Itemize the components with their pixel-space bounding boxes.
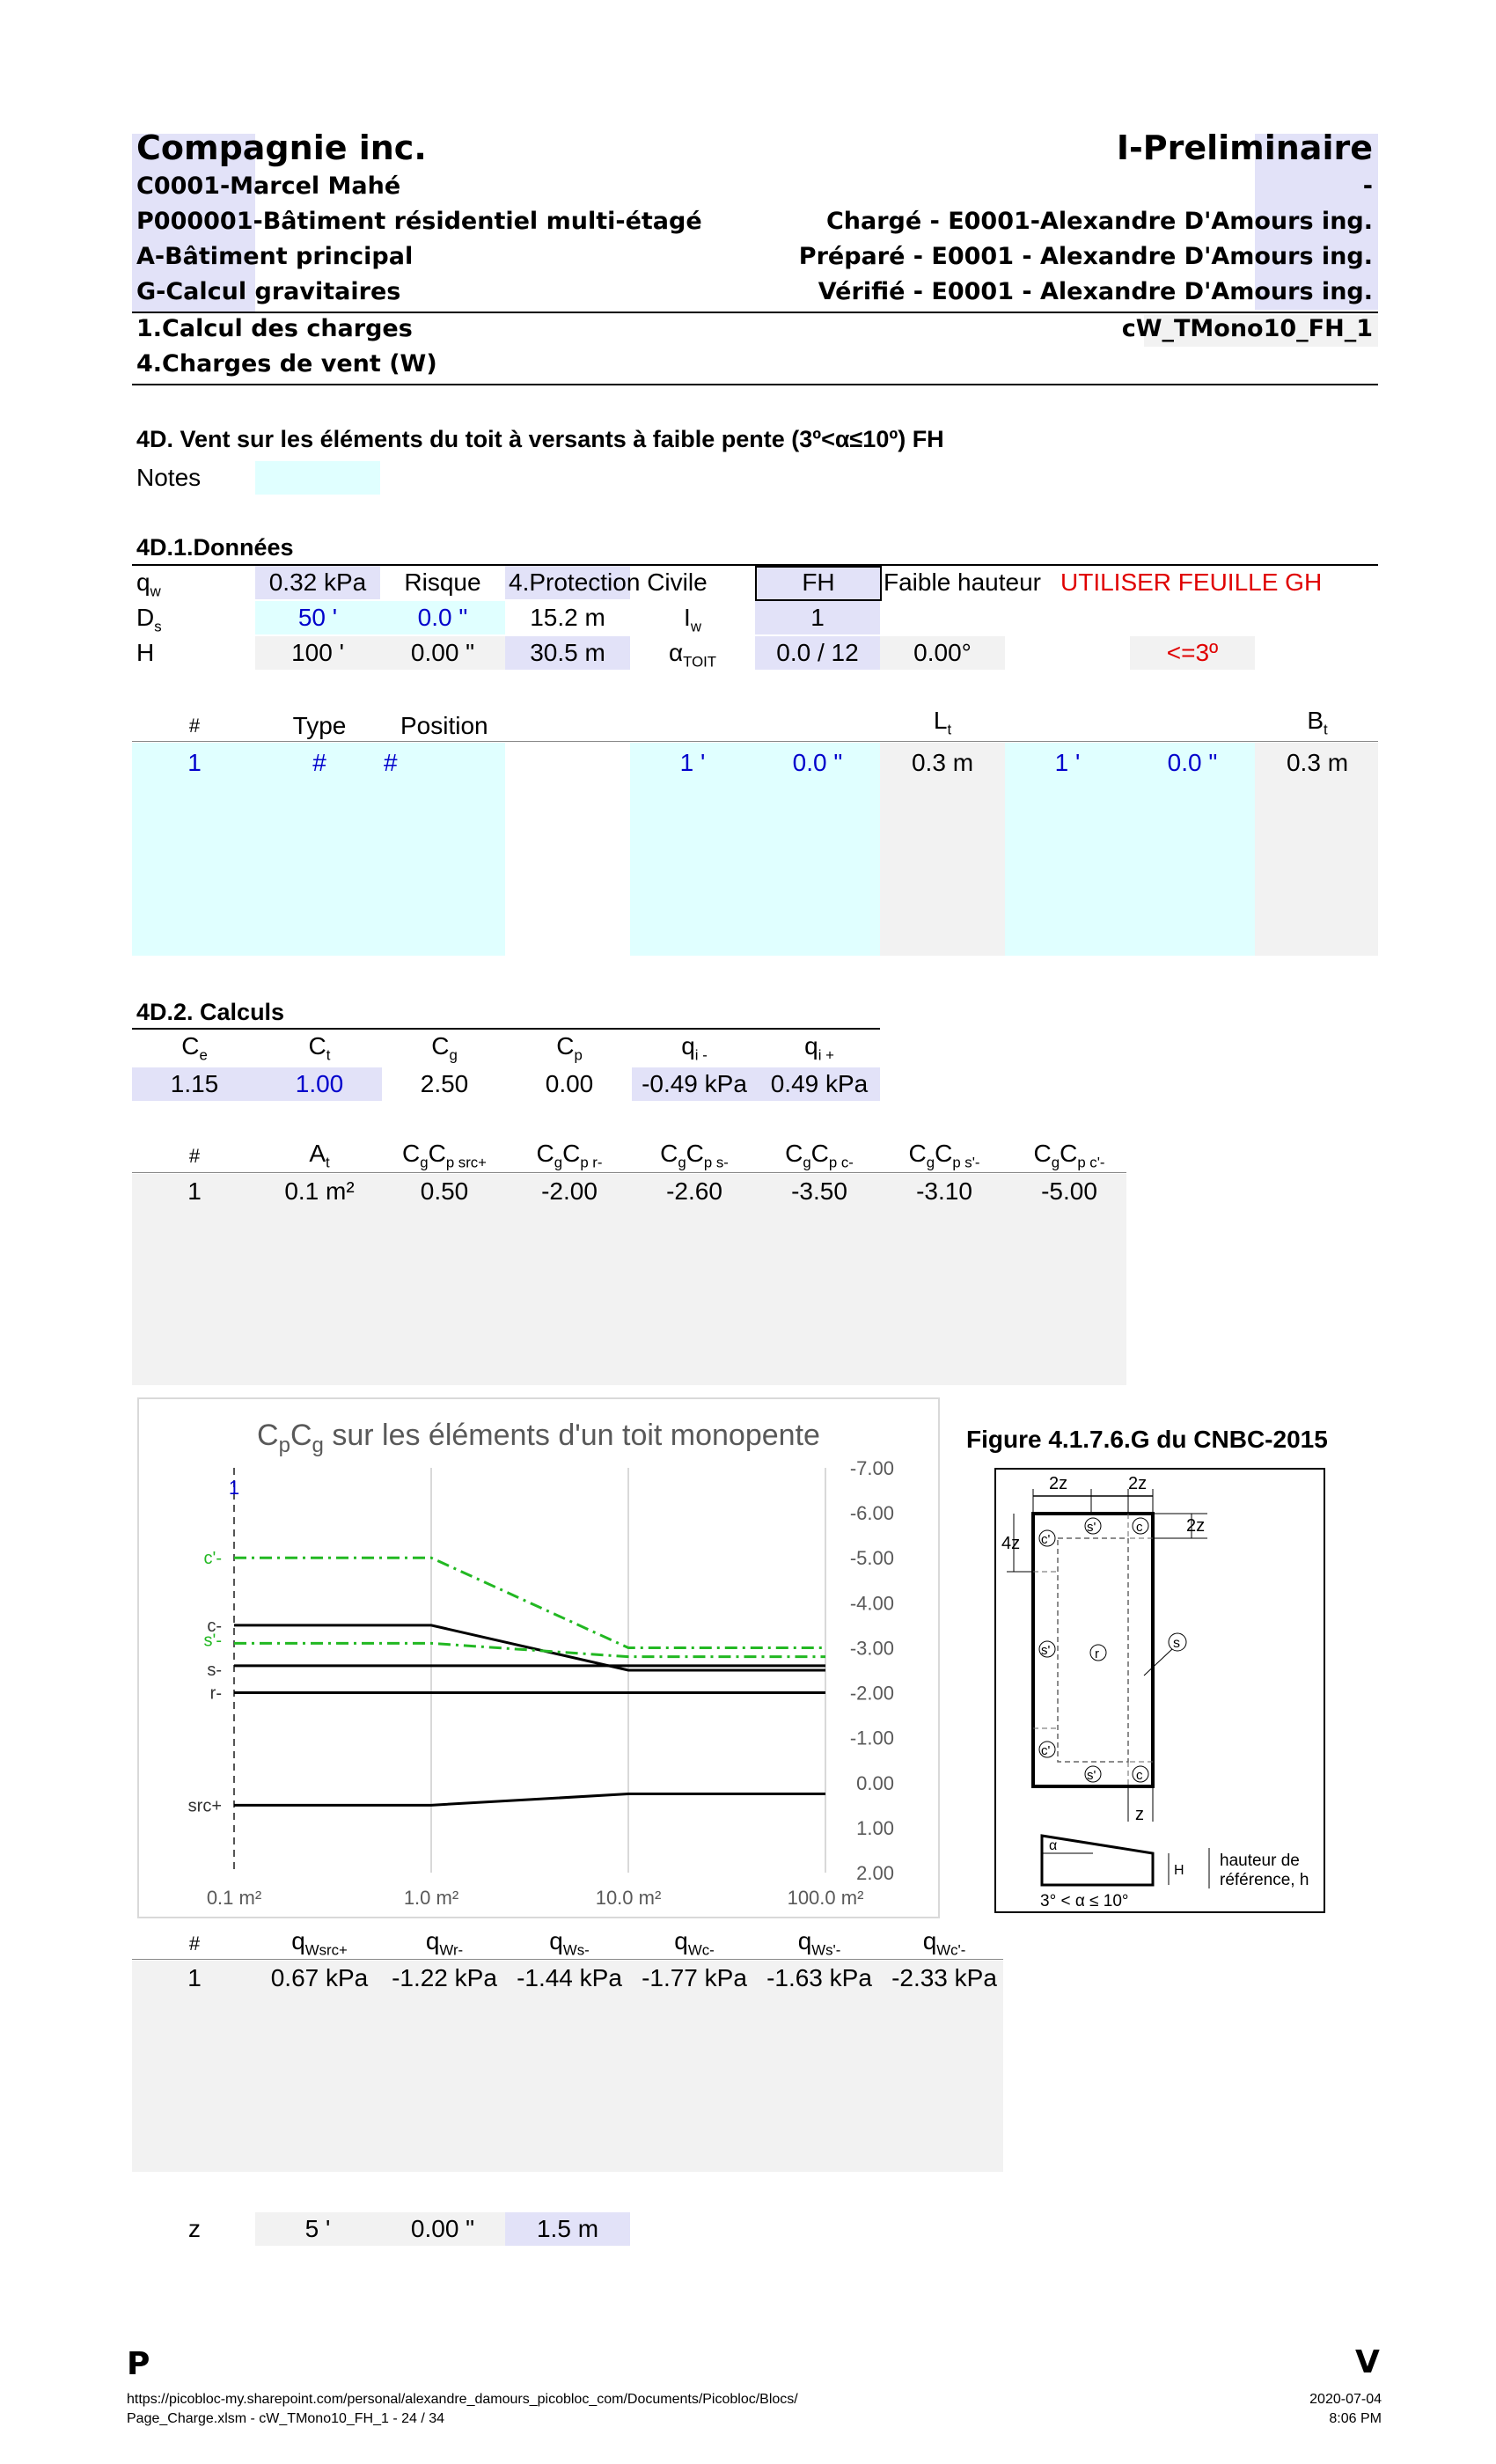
pressure-cell-c: -1.77 kPa: [642, 1964, 747, 1991]
ce-value: 1.15: [170, 1070, 219, 1097]
element-type[interactable]: #: [312, 749, 326, 776]
elements-header-bt: $B_t$: [1307, 707, 1328, 738]
ct-label: $C_t$: [308, 1032, 331, 1064]
chart-y-tick: 0.00: [856, 1771, 894, 1794]
coef-cell-s: -2.60: [666, 1177, 722, 1205]
zone-c-prime-label: c': [1041, 1532, 1051, 1547]
dim-4z: 4z: [1001, 1534, 1021, 1553]
pressure-header-s: $q_{Ws-}$: [549, 1927, 590, 1959]
pressure-cell-sp: -1.63 kPa: [766, 1964, 872, 1991]
zone-r-label: r: [1095, 1646, 1099, 1661]
chart-y-tick: -2.00: [849, 1682, 894, 1705]
pressure-header-sp: $q_{Ws'-}$: [797, 1927, 841, 1959]
element-bt-m: 0.3 m: [1286, 749, 1349, 776]
pressure-header-src: $q_{Wsrc+}$: [291, 1927, 348, 1959]
section2-label: 4.Charges de vent (W): [136, 350, 437, 378]
chart-frame: [137, 1397, 940, 1918]
pressure-cell-s: -1.44 kPa: [517, 1964, 622, 1991]
figure-title: Figure 4.1.7.6.G du CNBC-2015: [966, 1426, 1328, 1453]
element-bt-in[interactable]: 0.0 ": [1167, 749, 1218, 776]
cg-value: 2.50: [420, 1070, 469, 1097]
pressure-header-cp: $q_{Wc'-}$: [922, 1927, 966, 1959]
h-m-value: 30.5 m: [530, 639, 605, 666]
coef-header-c: $C_gC_{p c-}$: [785, 1140, 854, 1171]
client-label: C0001-Marcel Mahé: [136, 172, 401, 200]
verifie-label: Vérifié - E0001 - Alexandre D'Amours ing.: [818, 278, 1373, 305]
alpha-deg-value: 0.00°: [913, 639, 972, 666]
building-label: A-Bâtiment principal: [136, 243, 414, 270]
qi-plus-value: 0.49 kPa: [770, 1070, 869, 1097]
ds-in-value: 0.0 ": [417, 604, 468, 631]
chart-marker-label: 1: [228, 1477, 240, 1499]
coef-divider: [132, 1172, 1126, 1173]
qi-minus-value: -0.49 kPa: [642, 1070, 747, 1097]
zone-s-prime-side: s': [1041, 1643, 1051, 1658]
qw-label: $q_w$: [136, 568, 161, 600]
coef-header-at: $A_t$: [309, 1140, 330, 1171]
elements-divider: [132, 741, 1378, 742]
chart-series-label: src+: [187, 1796, 222, 1816]
chart-x-tick: 0.1 m²: [206, 1887, 262, 1909]
alpha-symbol: α: [1049, 1838, 1058, 1853]
cp-label: $C_p$: [556, 1032, 583, 1064]
cg-label: $C_g$: [431, 1032, 458, 1064]
figure-frame: [994, 1468, 1325, 1913]
chart-title: $C_pC_g$ sur les éléments d'un toit monopente: [257, 1419, 820, 1457]
chart-y-tick: 1.00: [856, 1816, 894, 1839]
ds-m-value: 15.2 m: [530, 604, 605, 631]
faible-label: Faible hauteur: [884, 568, 1042, 596]
pressure-cell-num: 1: [187, 1964, 202, 1991]
inner-zone: [1058, 1538, 1128, 1762]
pressure-header-r: $q_{Wr-}$: [425, 1927, 464, 1959]
cpcg-chart: [139, 1399, 938, 1917]
charge-label: Chargé - E0001-Alexandre D'Amours ing.: [825, 208, 1373, 235]
header-divider-2: [132, 384, 1378, 385]
roof-diagram: [996, 1470, 1324, 1911]
h-symbol: H: [1174, 1863, 1184, 1878]
ref-label-1: hauteur de: [1220, 1852, 1300, 1870]
zone-s-label: s: [1173, 1636, 1180, 1651]
coef-cell-at: 0.1 m²: [284, 1177, 355, 1205]
h-label: H: [136, 639, 155, 666]
sheet-label: cW_TMono10_FH_1: [1121, 315, 1373, 342]
element-lt-ft[interactable]: 1 ': [679, 749, 706, 776]
section-title: 4D. Vent sur les éléments du toit à versants à faible pente (3º<α≤10º) FH: [136, 426, 944, 452]
cp-value: 0.00: [545, 1070, 594, 1097]
status-label: I-Preliminaire: [1116, 128, 1373, 167]
chart-y-tick: -5.00: [849, 1547, 894, 1570]
z-label: z: [188, 2215, 201, 2242]
footer-date: 2020-07-04: [1309, 2392, 1382, 2407]
notes-label: Notes: [136, 464, 202, 491]
chart-series-line: [234, 1794, 825, 1806]
footer-right-mark: V: [1355, 2344, 1380, 2380]
coef-cell-num: 1: [187, 1177, 202, 1205]
project-label: P000001-Bâtiment résidentiel multi-étagé: [136, 208, 702, 235]
alpha-check-value: <=3º: [1166, 639, 1219, 666]
chart-y-tick: -1.00: [849, 1727, 894, 1749]
qi-plus-label: $q_{i +}$: [804, 1032, 834, 1064]
coef-cell-cp: -5.00: [1041, 1177, 1097, 1205]
chart-series-label: s-: [207, 1660, 222, 1680]
element-position[interactable]: #: [384, 749, 398, 776]
notes-field[interactable]: [255, 461, 380, 495]
element-lt-m: 0.3 m: [911, 749, 974, 776]
zone-c-bottom: c: [1136, 1768, 1143, 1783]
ce-label: $C_e$: [181, 1032, 208, 1064]
coef-cell-c: -3.50: [791, 1177, 847, 1205]
ref-label-2: référence, h: [1220, 1871, 1309, 1889]
chart-x-tick: 10.0 m²: [595, 1887, 662, 1909]
utiliser-label: UTILISER FEUILLE GH: [1060, 568, 1323, 596]
elements-header-lt: $L_t$: [933, 707, 952, 738]
coef-cell-src: 0.50: [420, 1177, 469, 1205]
z-m-value: 1.5 m: [536, 2215, 599, 2242]
chart-series-label: c-: [207, 1616, 222, 1636]
dim-2z-b: 2z: [1128, 1474, 1148, 1493]
pressure-cell-cp: -2.33 kPa: [891, 1964, 997, 1991]
coef-cell-r: -2.00: [541, 1177, 598, 1205]
chart-y-tick: -6.00: [849, 1502, 894, 1525]
coef-header-sp: $C_gC_{p s'-}$: [908, 1140, 980, 1171]
zone-s-prime-bottom: s': [1087, 1768, 1096, 1783]
pointer-line: [1144, 1649, 1172, 1676]
section1-label: 1.Calcul des charges: [136, 315, 413, 342]
calc-section-title: 4D.2. Calculs: [136, 999, 285, 1025]
elements-header-type: Type: [292, 712, 347, 739]
coef-header-s: $C_gC_{p s-}$: [660, 1140, 729, 1171]
ds-label: $D_s$: [136, 604, 162, 635]
calc-label: G-Calcul gravitaires: [136, 278, 401, 305]
dim-z: z: [1135, 1805, 1144, 1824]
h-ft-value: 100 ': [291, 639, 344, 666]
ct-value: 1.00: [295, 1070, 344, 1097]
data-section-title: 4D.1.Données: [136, 534, 294, 561]
zone-c-top: c: [1136, 1520, 1143, 1535]
coef-cell-sp: -3.10: [916, 1177, 972, 1205]
fh-value: FH: [802, 568, 835, 596]
coef-header-num: #: [188, 1145, 201, 1167]
z-in-value: 0.00 ": [410, 2215, 475, 2242]
coef-header-r: $C_gC_{p r-}$: [536, 1140, 603, 1171]
h-in-value: 0.00 ": [410, 639, 475, 666]
chart-y-tick: -4.00: [849, 1592, 894, 1615]
chart-series-line: [234, 1558, 825, 1647]
element-lt-in[interactable]: 0.0 ": [792, 749, 843, 776]
alpha-range: 3° < α ≤ 10°: [1040, 1892, 1129, 1910]
footer-left-mark: P: [127, 2346, 150, 2382]
prepare-label: Préparé - E0001 - Alexandre D'Amours ing.: [798, 243, 1373, 270]
element-num: 1: [187, 749, 202, 776]
coef-header-src: $C_gC_{p src+}$: [402, 1140, 487, 1171]
header-divider-1: [132, 312, 1378, 313]
pressure-cell-r: -1.22 kPa: [392, 1964, 497, 1991]
risque-value: 4.Protection Civile: [509, 568, 708, 596]
footer-file: Page_Charge.xlsm - cW_TMono10_FH_1 - 24 / 34: [127, 2411, 445, 2426]
chart-y-tick: -7.00: [849, 1457, 894, 1479]
dash-label: -: [1362, 172, 1373, 200]
coef-header-cp: $C_gC_{p c'-}$: [1033, 1140, 1105, 1171]
z-ft-value: 5 ': [304, 2215, 331, 2242]
chart-y-tick: 2.00: [856, 1862, 894, 1884]
alpha-value: 0.0 / 12: [776, 639, 859, 666]
pressure-cell-src: 0.67 kPa: [270, 1964, 369, 1991]
zone-c-prime-bottom: c': [1041, 1743, 1051, 1758]
roof-outline: [1033, 1514, 1153, 1786]
qw-value: 0.32 kPa: [268, 568, 367, 596]
pressure-header-c: $q_{Wc-}$: [674, 1927, 715, 1959]
chart-series-label: s'-: [203, 1631, 222, 1651]
qi-minus-label: $q_{i -}$: [681, 1032, 708, 1064]
company-name: Compagnie inc.: [136, 128, 427, 167]
iw-value: 1: [810, 604, 825, 631]
element-bt-ft[interactable]: 1 ': [1054, 749, 1081, 776]
iw-label: $I_w$: [684, 604, 701, 635]
footer-url: https://picobloc-my.sharepoint.com/personal/alexandre_damours_picobloc_com/Documents/Picobloc/Blocs/: [127, 2392, 798, 2407]
chart-y-tick: -3.00: [849, 1637, 894, 1660]
chart-series-label: r-: [209, 1683, 222, 1704]
risque-label: Risque: [404, 568, 481, 596]
chart-series-line: [234, 1643, 825, 1656]
zone-s-prime-top: s': [1087, 1520, 1096, 1535]
footer-time: 8:06 PM: [1329, 2411, 1382, 2426]
ds-ft-value: 50 ': [297, 604, 338, 631]
dim-2z-a: 2z: [1049, 1474, 1068, 1493]
roof-elevation: [1042, 1836, 1153, 1885]
pressure-divider: [132, 1959, 1003, 1960]
elements-header-position: Position: [400, 712, 488, 739]
pressure-header-num: #: [188, 1932, 201, 1954]
chart-series-label: c'-: [203, 1549, 222, 1569]
chart-x-tick: 1.0 m²: [403, 1887, 459, 1909]
chart-x-tick: 100.0 m²: [787, 1887, 864, 1909]
alpha-label: $\alpha_{TOIT}$: [668, 639, 717, 671]
dim-2z-c: 2z: [1186, 1516, 1206, 1536]
elements-header-num: #: [188, 715, 201, 737]
